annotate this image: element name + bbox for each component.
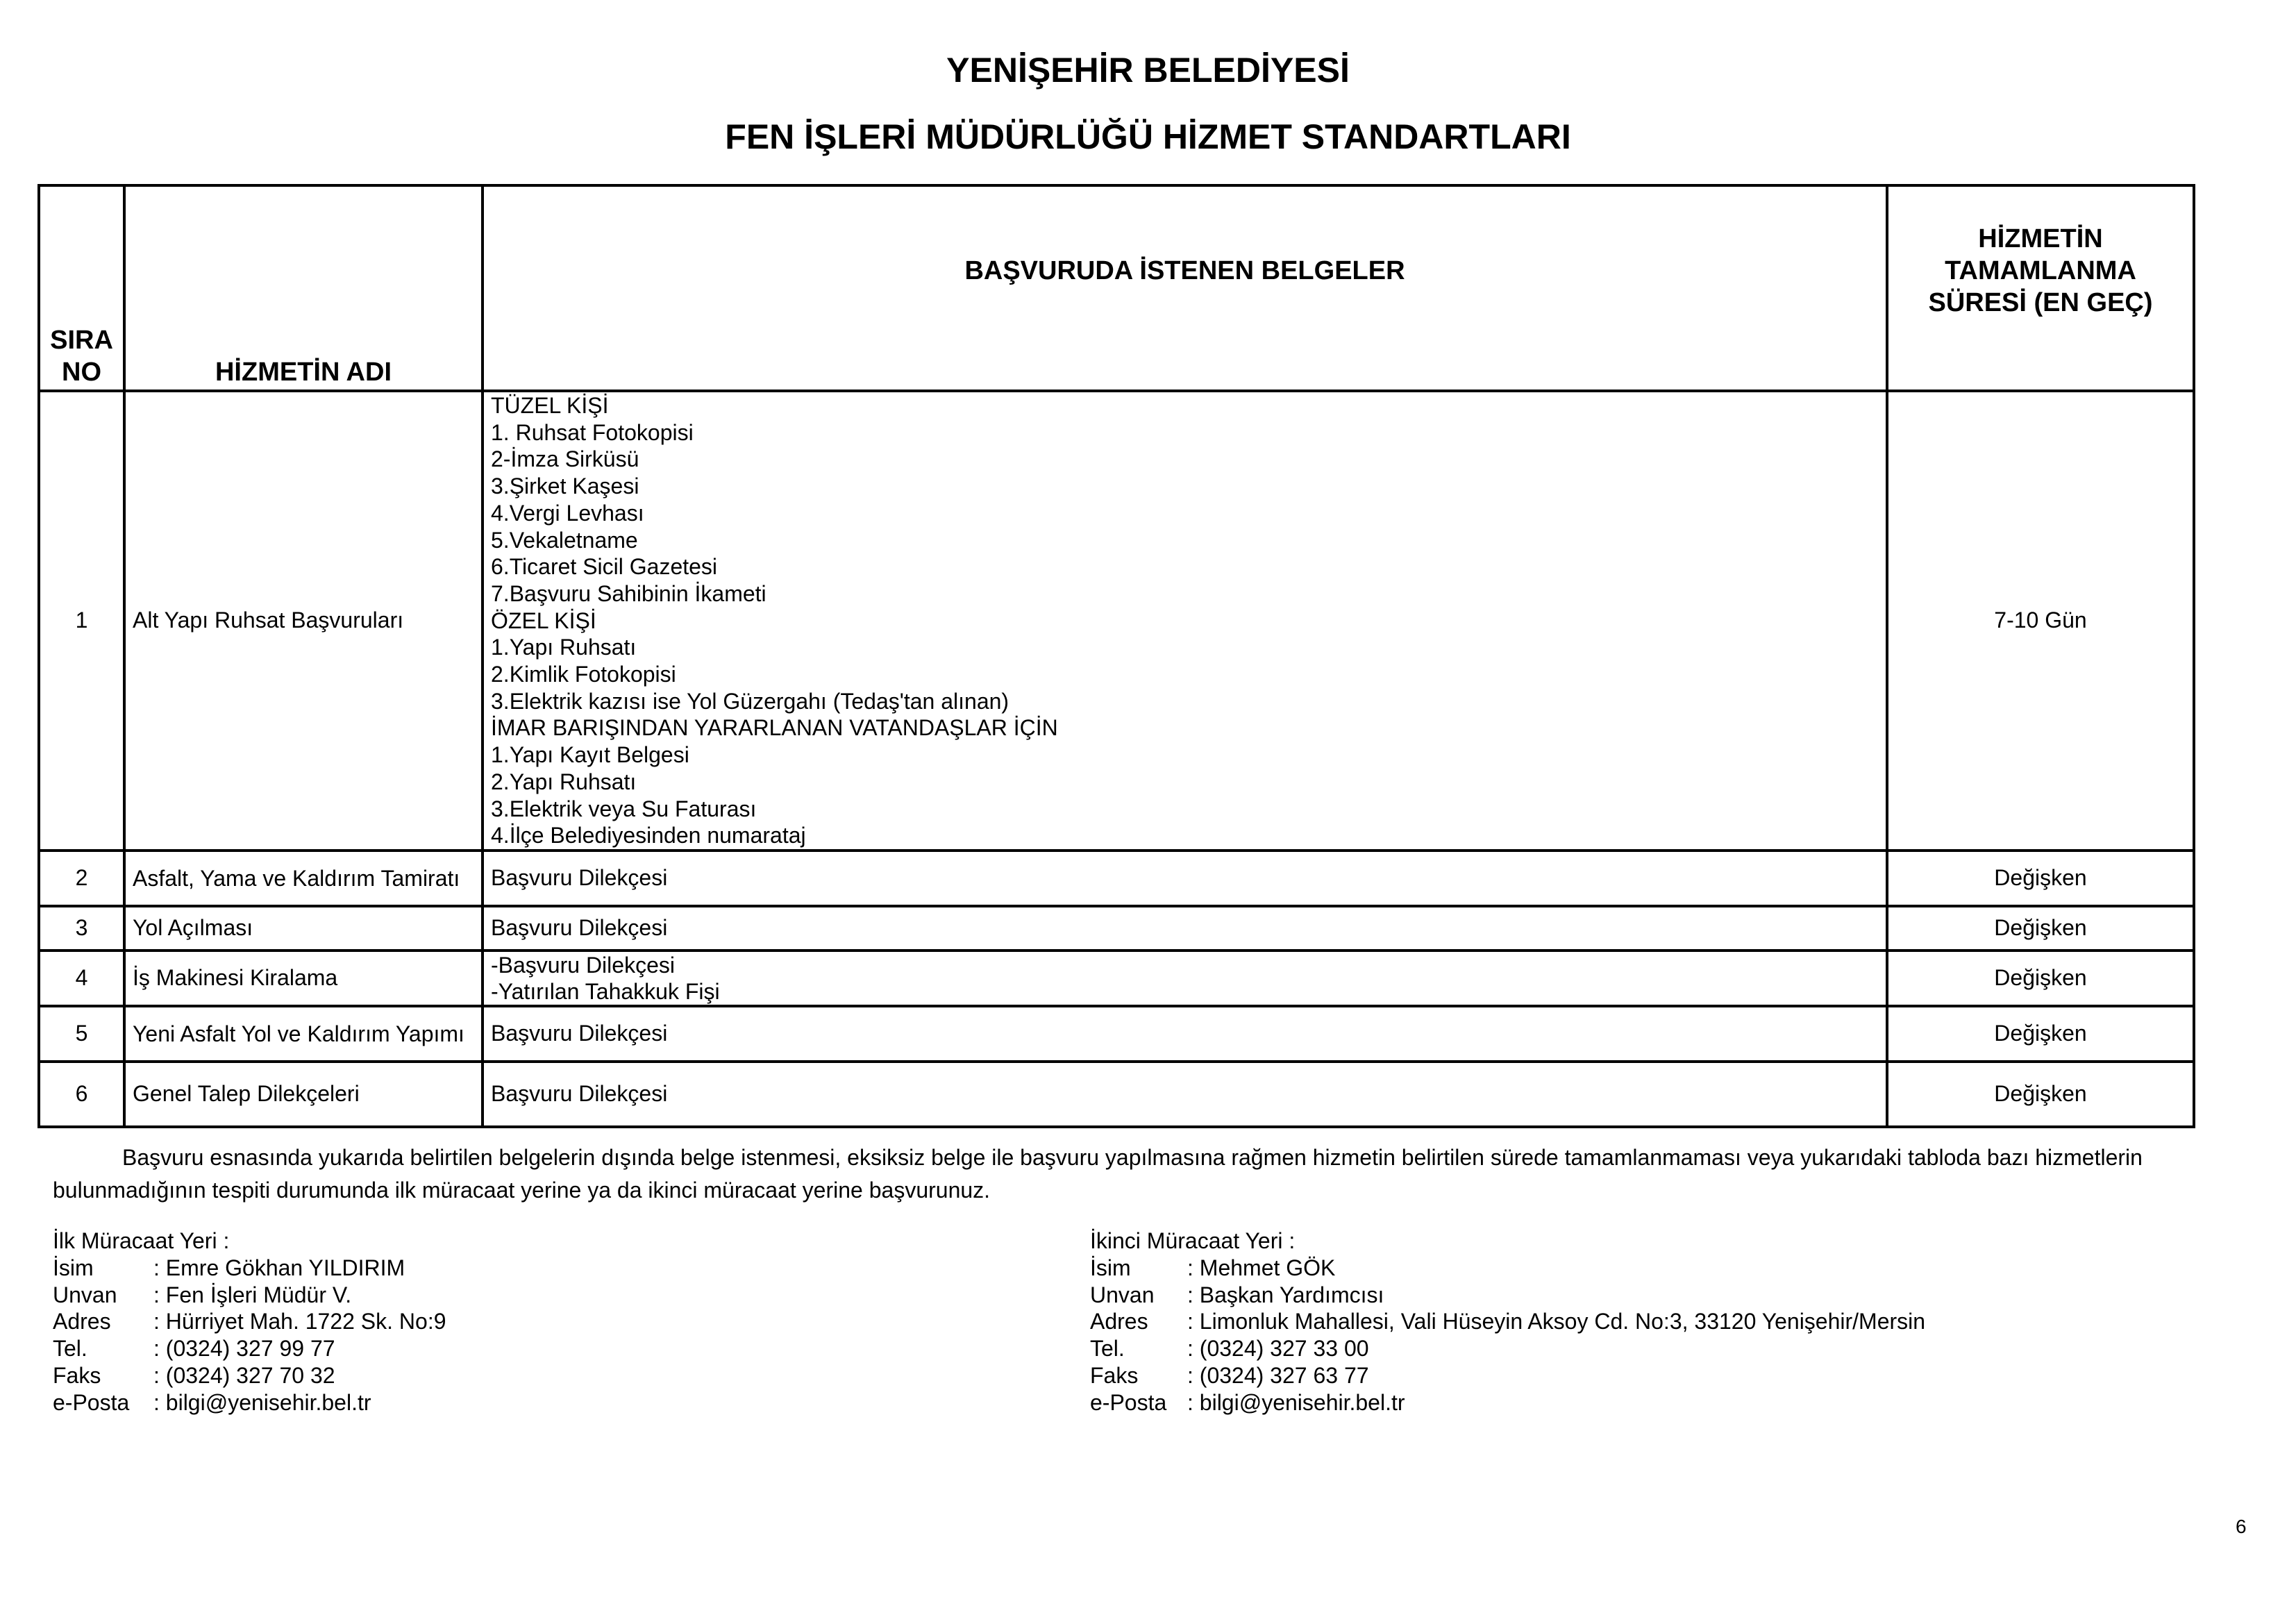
first-contact-block (53, 1228, 446, 1416)
required-documents (483, 391, 1887, 851)
table-row (39, 906, 2194, 951)
contact-value: : Limonluk Mahallesi, Vali Hüseyin Aksoy Cd. No:3, 33120 Yenişehir/Mersin (1187, 1309, 1926, 1334)
header-sira-no: SIRA NO (39, 185, 124, 391)
contact-label: İsim (1090, 1255, 1131, 1280)
row-number: 5 (39, 1006, 124, 1062)
document-item: 4.İlçe Belediyesinden numarataj (491, 823, 806, 848)
required-documents: Başvuru Dilekçesi (483, 906, 1887, 951)
table-row (39, 1006, 2194, 1062)
contact-label: Unvan (1090, 1282, 1155, 1307)
contact-row (1090, 1282, 1384, 1309)
service-name: İş Makinesi Kiralama (124, 951, 483, 1006)
contact-row (1090, 1335, 1369, 1362)
contact-label: Faks (1090, 1362, 1139, 1388)
contact-label: Adres (53, 1309, 111, 1334)
document-item: ÖZEL KİŞİ (491, 608, 596, 633)
header-sure: HİZMETİN TAMAMLANMA SÜRESİ (EN GEÇ) (1887, 185, 2194, 391)
document-item: 3.Elektrik veya Su Faturası (491, 796, 757, 821)
required-documents: Başvuru Dilekçesi (483, 851, 1887, 906)
contact-value: : Hürriyet Mah. 1722 Sk. No:9 (153, 1309, 446, 1334)
contact-row (53, 1255, 405, 1282)
document-item: 3.Elektrik kazısı ise Yol Güzergahı (Tedaş'tan alınan) (491, 688, 1009, 714)
contact-row (53, 1362, 335, 1389)
document-subtitle: FEN İŞLERİ MÜDÜRLÜĞÜ HİZMET STANDARTLARI (725, 117, 1571, 156)
contact-value: : Mehmet GÖK (1187, 1255, 1336, 1280)
document-item: -Başvuru Dilekçesi (491, 952, 675, 978)
contact-value: : Fen İşleri Müdür V. (153, 1282, 352, 1307)
contact-label: Adres (1090, 1309, 1148, 1334)
application-note: Başvuru esnasında yukarıda belirtilen belgelerin dışında belge istenmesi, eksiksiz belge ile başvuru yapılmasına rağmen hizmetin belirtilen sürede tamamlanmaması veya yukarıdaki tabloda bazı hizmetlerin bulunmadığının tespiti durumunda ilk müracaat yerine ya da ikinci müracaat yerine başvurunuz. (53, 1145, 2143, 1203)
contact-value: : Başkan Yardımcısı (1187, 1282, 1384, 1307)
document-item: 2-İmza Sirküsü (491, 446, 639, 472)
row-number: 1 (39, 391, 124, 851)
service-name: Yeni Asfalt Yol ve Kaldırım Yapımı (124, 1006, 483, 1062)
row-number: 2 (39, 851, 124, 906)
service-name: Alt Yapı Ruhsat Başvuruları (124, 391, 483, 851)
completion-duration: Değişken (1887, 951, 2194, 1006)
document-item: 7.Başvuru Sahibinin İkameti (491, 580, 766, 606)
document-item: 2.Yapı Ruhsatı (491, 769, 637, 794)
contact-label: Tel. (1090, 1336, 1125, 1362)
contact-row (1090, 1255, 1336, 1282)
service-name: Asfalt, Yama ve Kaldırım Tamiratı (124, 851, 483, 906)
contact-email: : bilgi@yenisehir.bel.tr (153, 1389, 371, 1415)
document-item: 1.Yapı Kayıt Belgesi (491, 742, 689, 768)
document-item: TÜZEL KİŞİ (491, 393, 609, 418)
header-belgeler: BAŞVURUDA İSTENEN BELGELER (483, 185, 1887, 391)
contact-value: : (0324) 327 70 32 (153, 1362, 335, 1388)
contact-label: Unvan (53, 1282, 117, 1307)
contact-row (1090, 1308, 1926, 1335)
required-documents: Başvuru Dilekçesi (483, 1006, 1887, 1062)
contact-label: Faks (53, 1362, 101, 1388)
table-row (39, 851, 2194, 906)
second-contact-block (1090, 1228, 1926, 1416)
completion-duration: Değişken (1887, 851, 2194, 906)
document-item: İMAR BARIŞINDAN YARARLANAN VATANDAŞLAR İÇİN (491, 715, 1058, 741)
page-number: 6 (2236, 1516, 2247, 1537)
contact-row (1090, 1389, 1405, 1416)
document-title: YENİŞEHİR BELEDİYESİ (946, 51, 1350, 90)
service-name: Yol Açılması (124, 906, 483, 951)
contact-row (53, 1308, 446, 1335)
table-header-row (39, 185, 2194, 391)
table-row (39, 951, 2194, 1006)
service-standards-table (37, 184, 2195, 1128)
document-item: 4.Vergi Levhası (491, 500, 644, 526)
service-name: Genel Talep Dilekçeleri (124, 1062, 483, 1127)
contact-label: e-Posta (53, 1389, 130, 1415)
contact-value: : (0324) 327 99 77 (153, 1336, 335, 1362)
required-documents: Başvuru Dilekçesi (483, 1062, 1887, 1127)
required-documents (483, 951, 1887, 1006)
document-item: 1.Yapı Ruhsatı (491, 635, 637, 660)
contact-label: e-Posta (1090, 1389, 1167, 1415)
completion-duration: Değişken (1887, 1062, 2194, 1127)
contact-row (53, 1335, 335, 1362)
row-number: 6 (39, 1062, 124, 1127)
document-item: 1. Ruhsat Fotokopisi (491, 419, 694, 445)
row-number: 4 (39, 951, 124, 1006)
contact-label: İsim (53, 1255, 94, 1280)
document-item: 6.Ticaret Sicil Gazetesi (491, 554, 718, 580)
completion-duration: 7-10 Gün (1887, 391, 2194, 851)
contact-label: Tel. (53, 1336, 87, 1362)
header-hizmet-adi: HİZMETİN ADI (124, 185, 483, 391)
contact-row (1090, 1362, 1369, 1389)
row-number: 3 (39, 906, 124, 951)
document-item: 2.Kimlik Fotokopisi (491, 662, 676, 687)
contact-row (53, 1282, 352, 1309)
completion-duration: Değişken (1887, 906, 2194, 951)
table-row (39, 391, 2194, 851)
contact-value: : (0324) 327 33 00 (1187, 1336, 1369, 1362)
document-item: 3.Şirket Kaşesi (491, 474, 639, 499)
contact-row (53, 1389, 371, 1416)
document-item: 5.Vekaletname (491, 527, 638, 553)
contact-value: : Emre Gökhan YILDIRIM (153, 1255, 405, 1280)
table-row (39, 1062, 2194, 1127)
contact-title: İlk Müracaat Yeri : (53, 1228, 230, 1253)
contact-value: : (0324) 327 63 77 (1187, 1362, 1369, 1388)
document-item: -Yatırılan Tahakkuk Fişi (491, 978, 720, 1004)
contact-email: : bilgi@yenisehir.bel.tr (1187, 1389, 1405, 1415)
completion-duration: Değişken (1887, 1006, 2194, 1062)
contact-title: İkinci Müracaat Yeri : (1090, 1228, 1296, 1253)
